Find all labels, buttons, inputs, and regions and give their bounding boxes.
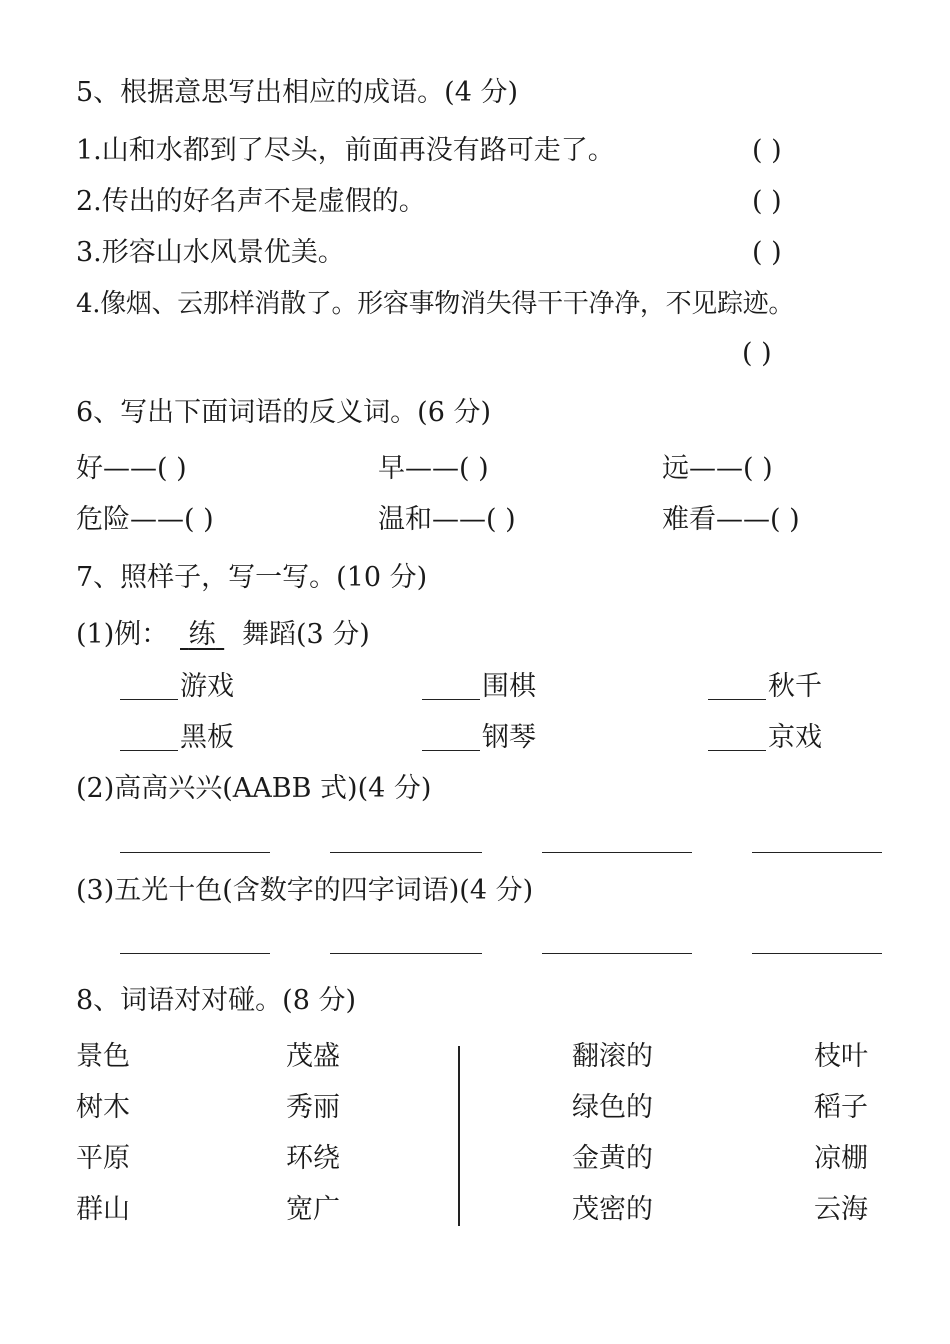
q7-blank-6[interactable] [708,750,766,751]
q8-right-b-3[interactable]: 凉棚 [814,1143,868,1174]
q7-part2-blank-2[interactable] [330,852,482,853]
q6-pair-6[interactable]: 难看——( ) [662,504,800,535]
q8-title: 8、词语对对碰。(8 分) [76,985,357,1016]
q5-title: 5、根据意思写出相应的成语。(4 分) [76,77,519,108]
q7-part3-blank-1[interactable] [120,953,270,954]
q8-left-b-3[interactable]: 环绕 [286,1143,340,1174]
q8-divider [458,1046,460,1226]
q6-title: 6、写出下面词语的反义词。(6 分) [76,397,492,428]
q7-part2-label: (2)高高兴兴(AABB 式)(4 分) [76,773,432,804]
q6-pair-2[interactable]: 早——( ) [378,453,489,484]
q8-right-a-2[interactable]: 绿色的 [572,1092,653,1123]
q8-left-a-3[interactable]: 平原 [76,1143,130,1174]
q8-left-a-2[interactable]: 树木 [76,1092,130,1123]
q7-part1-label: (1)例： [76,619,169,650]
q7-word-4: 黑板 [180,722,234,753]
q6-pair-4[interactable]: 危险——( ) [76,504,214,535]
q7-word-3: 秋千 [768,671,822,702]
q8-right-a-4[interactable]: 茂密的 [572,1194,653,1225]
q8-right-a-1[interactable]: 翻滚的 [572,1041,653,1072]
q5-answer-3[interactable]: ( ) [752,237,782,268]
q8-right-b-2[interactable]: 稻子 [814,1092,868,1123]
q7-part3-label: (3)五光十色(含数字的四字词语)(4 分) [76,875,534,906]
q7-word-6: 京戏 [768,722,822,753]
q7-blank-2[interactable] [422,699,480,700]
q5-answer-1[interactable]: ( ) [752,135,782,166]
q7-part2-blank-4[interactable] [752,852,882,853]
q5-item-3: 3.形容山水风景优美。 [76,237,345,268]
q5-item-2: 2.传出的好名声不是虚假的。 [76,186,426,217]
q5-answer-2[interactable]: ( ) [752,186,782,217]
q7-part2-blank-3[interactable] [542,852,692,853]
q6-pair-1[interactable]: 好——( ) [76,453,187,484]
q7-part3-blank-2[interactable] [330,953,482,954]
q7-example-word: 练 [188,619,216,650]
q7-part3-blank-4[interactable] [752,953,882,954]
q8-left-a-4[interactable]: 群山 [76,1194,130,1225]
q6-pair-3[interactable]: 远——( ) [662,453,773,484]
q7-part2-blank-1[interactable] [120,852,270,853]
q7-blank-4[interactable] [120,750,178,751]
q8-right-b-1[interactable]: 枝叶 [814,1041,868,1072]
q7-example-rest: 舞蹈(3 分) [242,619,370,650]
q6-pair-5[interactable]: 温和——( ) [378,504,516,535]
q7-word-2: 围棋 [482,671,536,702]
q7-blank-1[interactable] [120,699,178,700]
q5-item-1: 1.山和水都到了尽头，前面再没有路可走了。 [76,135,615,166]
q8-left-b-1[interactable]: 茂盛 [286,1041,340,1072]
q7-part3-blank-3[interactable] [542,953,692,954]
q7-blank-5[interactable] [422,750,480,751]
q5-answer-4[interactable]: ( ) [742,338,772,369]
q8-left-a-1[interactable]: 景色 [76,1041,130,1072]
q8-right-b-4[interactable]: 云海 [814,1194,868,1225]
q5-item-4: 4.像烟、云那样消散了。形容事物消失得干干净净，不见踪迹。 [76,289,795,319]
q7-blank-3[interactable] [708,699,766,700]
q7-title: 7、照样子，写一写。(10 分) [76,562,428,593]
q7-word-1: 游戏 [180,671,234,702]
q8-right-a-3[interactable]: 金黄的 [572,1143,653,1174]
q8-left-b-2[interactable]: 秀丽 [286,1092,340,1123]
q8-left-b-4[interactable]: 宽广 [286,1194,340,1225]
q7-word-5: 钢琴 [482,722,536,753]
